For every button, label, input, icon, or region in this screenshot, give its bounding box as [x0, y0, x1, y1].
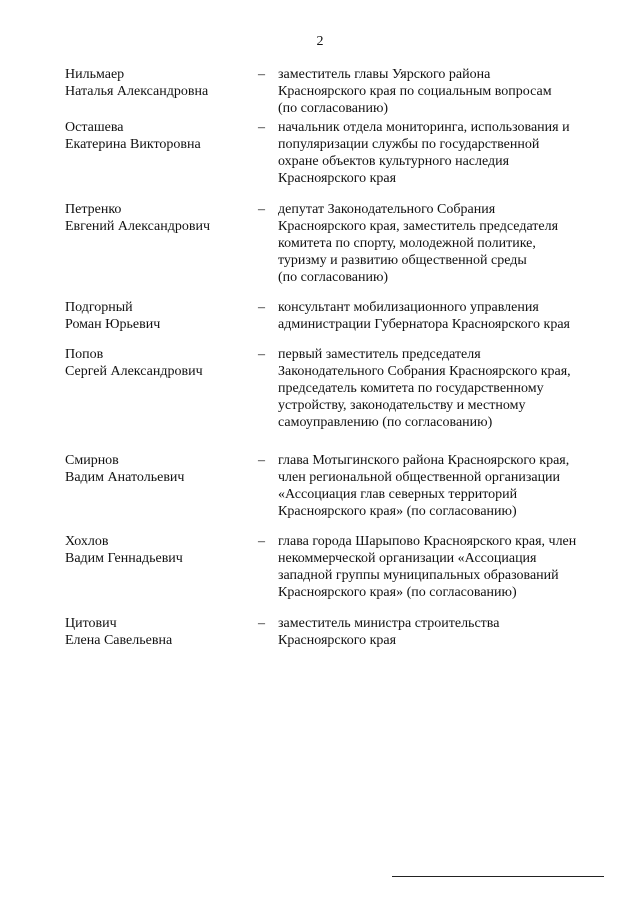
dash-separator: –: [258, 202, 265, 217]
dash-separator: –: [258, 347, 265, 362]
member-role: глава Мотыгинского района Красноярского края, член региональной общественной организации «Ассоциация глав северных территорий Красноярского края» (по согласованию): [278, 453, 570, 519]
member-role: консультант мобилизационного управления администрации Губернатора Красноярского края: [278, 300, 570, 332]
dash-separator: –: [258, 534, 265, 549]
member-name: Осташева Екатерина Викторовна: [65, 120, 201, 152]
member-name: Попов Сергей Александрович: [65, 347, 203, 379]
bottom-divider: [392, 876, 604, 877]
member-name: Смирнов Вадим Анатольевич: [65, 453, 185, 485]
dash-separator: –: [258, 300, 265, 315]
member-name: Нильмаер Наталья Александровна: [65, 67, 209, 99]
page-number: 2: [316, 34, 324, 49]
member-role: заместитель министра строительства Красноярского края: [278, 616, 500, 648]
member-name: Цитович Елена Савельевна: [65, 616, 173, 648]
dash-separator: –: [258, 616, 265, 631]
member-role: первый заместитель председателя Законодательного Собрания Красноярского края, председатель комитета по государственному устройству, законодательству и местному самоуправлению (по согласованию): [278, 347, 571, 430]
member-role: заместитель главы Уярского района Красноярского края по социальным вопросам (по согласованию): [278, 67, 552, 116]
member-role: глава города Шарыпово Красноярского края, член некоммерческой организации «Ассоциация западной группы муниципальных образований Красноярского края» (по согласованию): [278, 534, 577, 600]
member-name: Петренко Евгений Александрович: [65, 202, 211, 234]
dash-separator: –: [258, 120, 265, 135]
member-name: Подгорный Роман Юрьевич: [65, 300, 161, 332]
dash-separator: –: [258, 67, 265, 82]
member-name: Хохлов Вадим Геннадьевич: [65, 534, 183, 566]
dash-separator: –: [258, 453, 265, 468]
member-role: начальник отдела мониторинга, использования и популяризации службы по государственной охране объектов культурного наследия Красноярского края: [278, 120, 570, 186]
member-role: депутат Законодательного Собрания Красноярского края, заместитель председателя комитета по спорту, молодежной политике, туризму и развитию общественной среды (по согласованию): [278, 202, 559, 285]
